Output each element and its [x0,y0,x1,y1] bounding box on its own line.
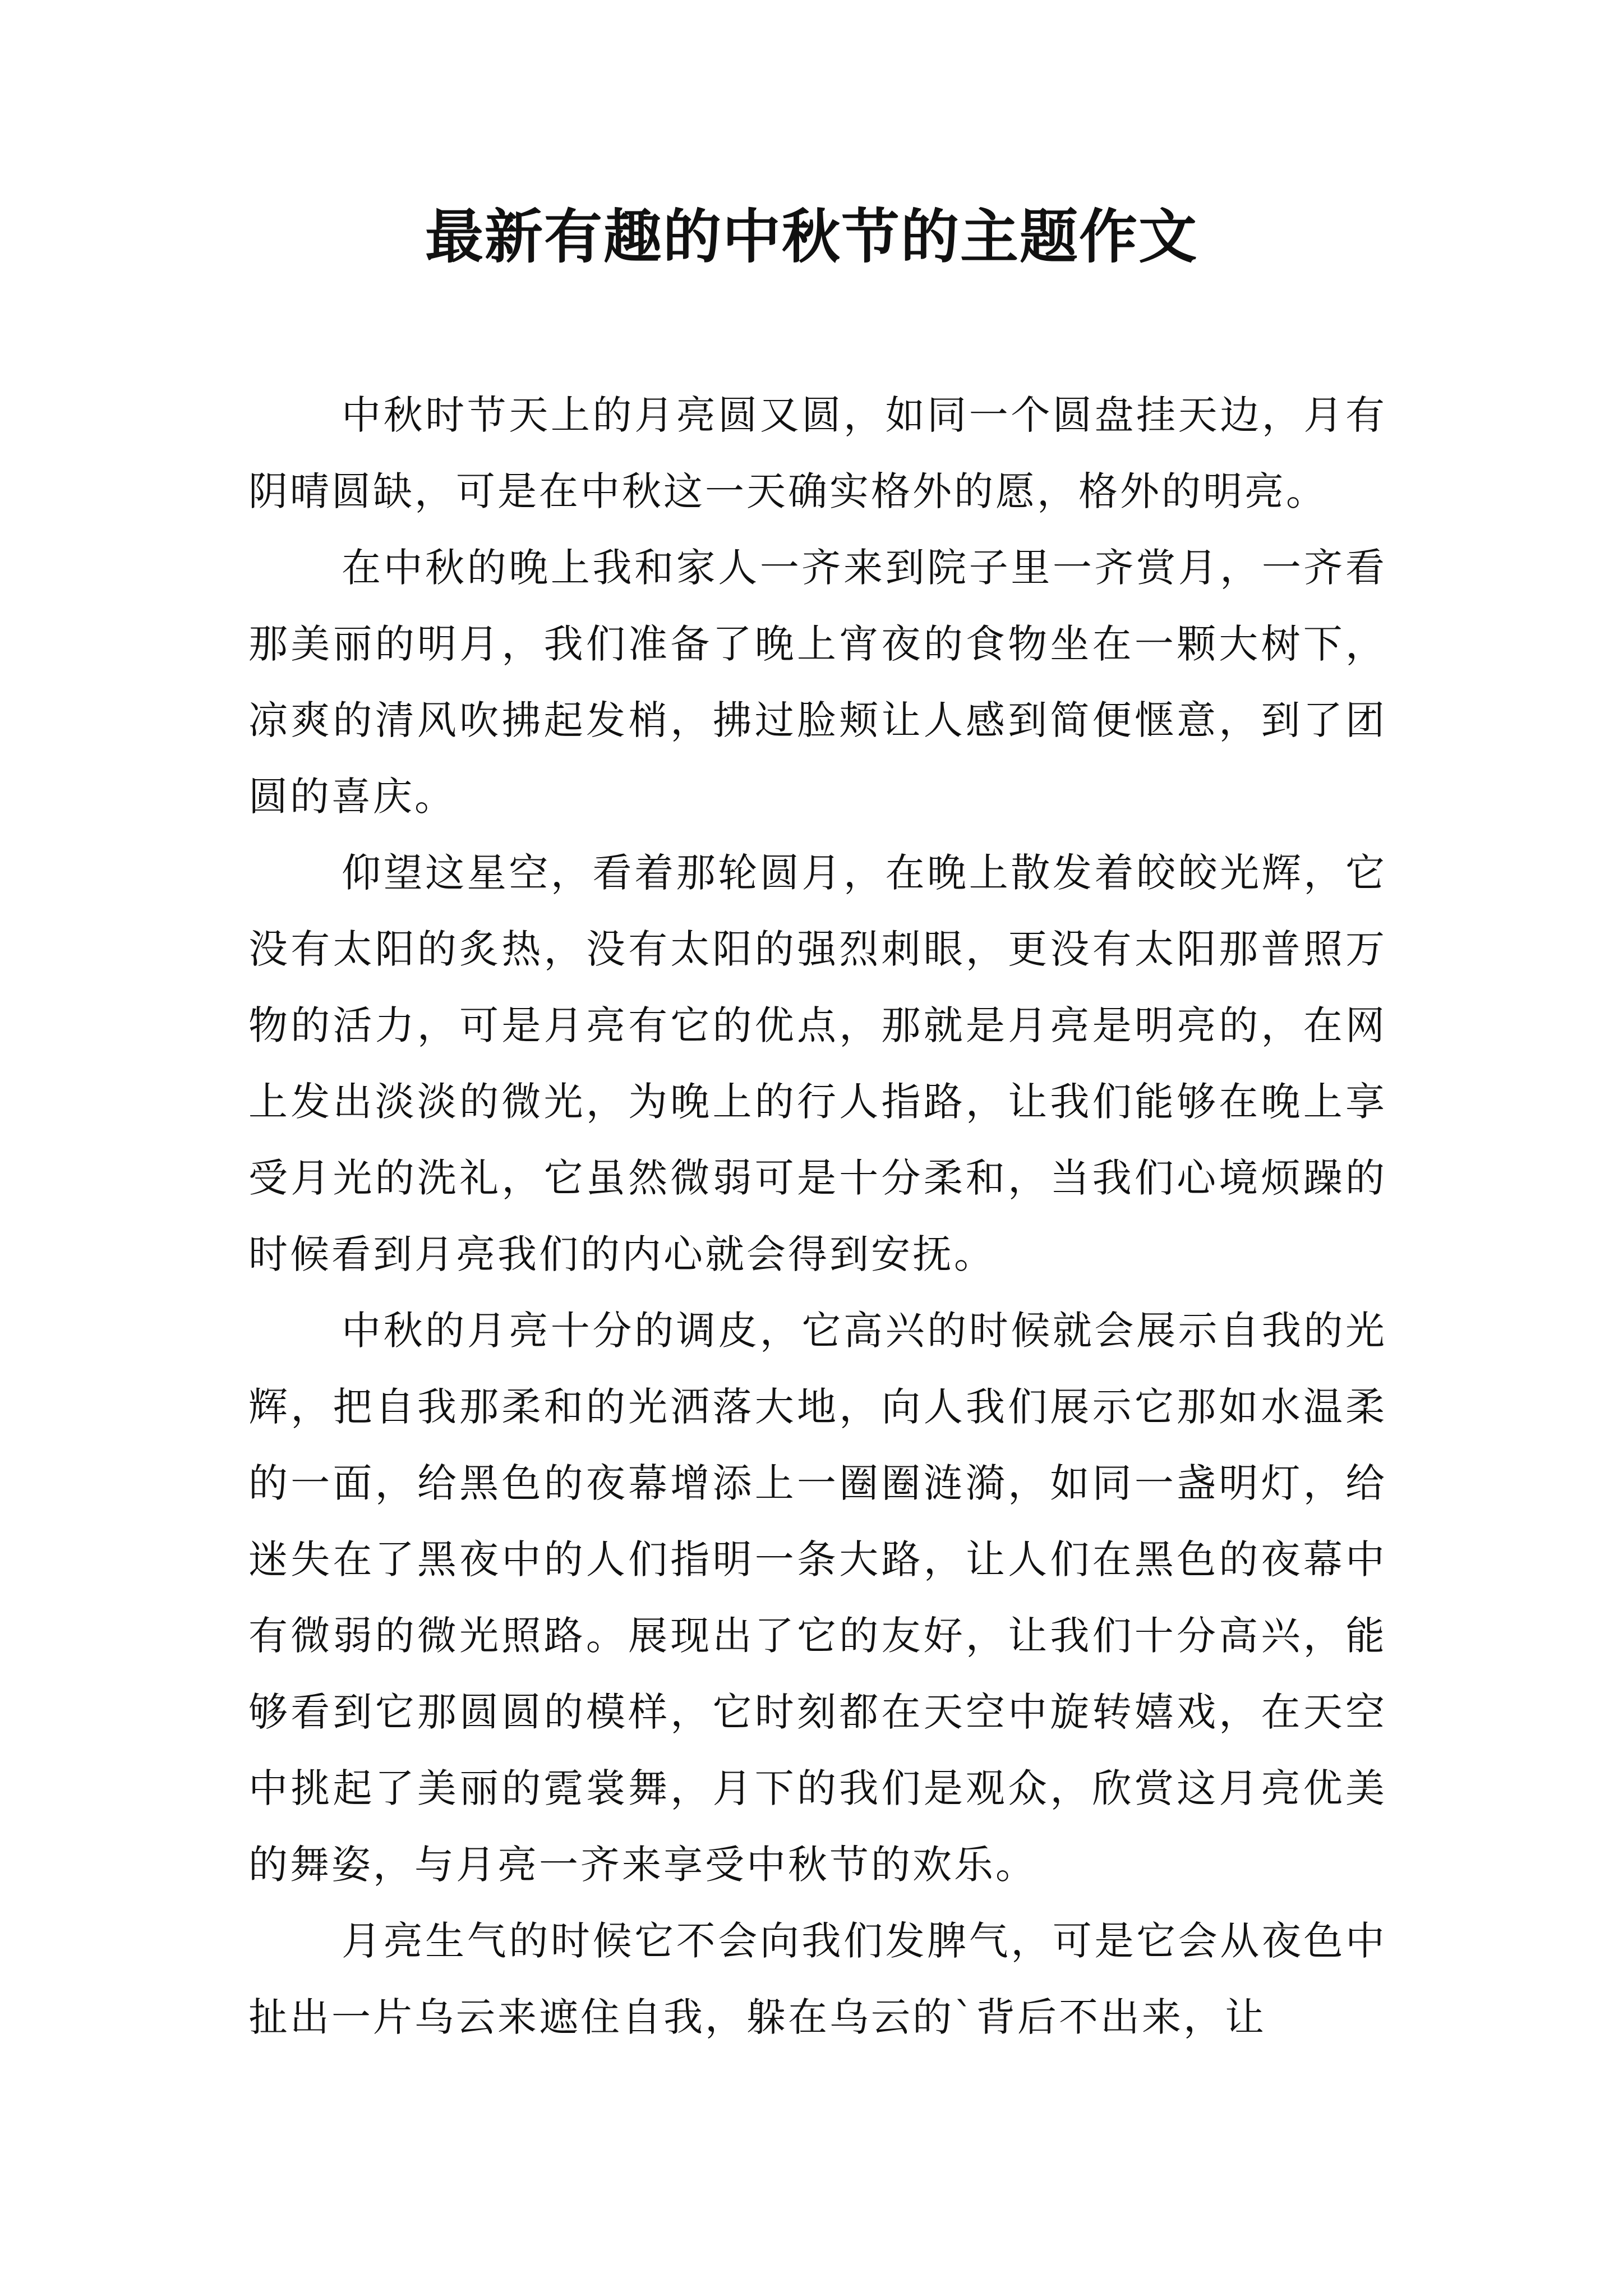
document-title: 最新有趣的中秋节的主题作文 [425,202,1198,271]
document-body [248,377,1387,2055]
paragraph: 中秋的月亮十分的调皮，它高兴的时候就会展示自我的光辉，把自我那柔和的光洒落大地，向人我们展示它那如水温柔的一面，给黑色的夜幕增添上一圈圈涟漪，如同一盏明灯，给迷失在了黑夜中的人们指明一条大路，让人们在黑色的夜幕中有微弱的微光照路。展现出了它的友好，让我们十分高兴，能够看到它那圆圆的模样，它时刻都在天空中旋转嬉戏，在天空中挑起了美丽的霓裳舞，月下的我们是观众，欣赏这月亮优美的舞姿，与月亮一齐来享受中秋节的欢乐。 [248,1308,1387,1888]
paragraph: 仰望这星空，看着那轮圆月，在晚上散发着皎皎光辉，它没有太阳的炙热，没有太阳的强烈刺眼，更没有太阳那普照万物的活力，可是月亮有它的优点，那就是月亮是明亮的，在网上发出淡淡的微光，为晚上的行人指路，让我们能够在晚上享受月光的洗礼，它虽然微弱可是十分柔和，当我们心境烦躁的时候看到月亮我们的内心就会得到安抚。 [248,850,1387,1277]
paragraph: 中秋时节天上的月亮圆又圆，如同一个圆盘挂天边，月有阴晴圆缺，可是在中秋这一天确实格外的愿，格外的明亮。 [248,392,1387,514]
paragraph: 在中秋的晚上我和家人一齐来到院子里一齐赏月，一齐看那美丽的明月，我们准备了晚上宵夜的食物坐在一颗大树下，凉爽的清风吹拂起发梢，拂过脸颊让人感到简便惬意，到了团圆的喜庆。 [248,545,1387,820]
paragraph: 月亮生气的时候它不会向我们发脾气，可是它会从夜色中扯出一片乌云来遮住自我，躲在乌云的`背后不出来，让 [248,1918,1387,2040]
